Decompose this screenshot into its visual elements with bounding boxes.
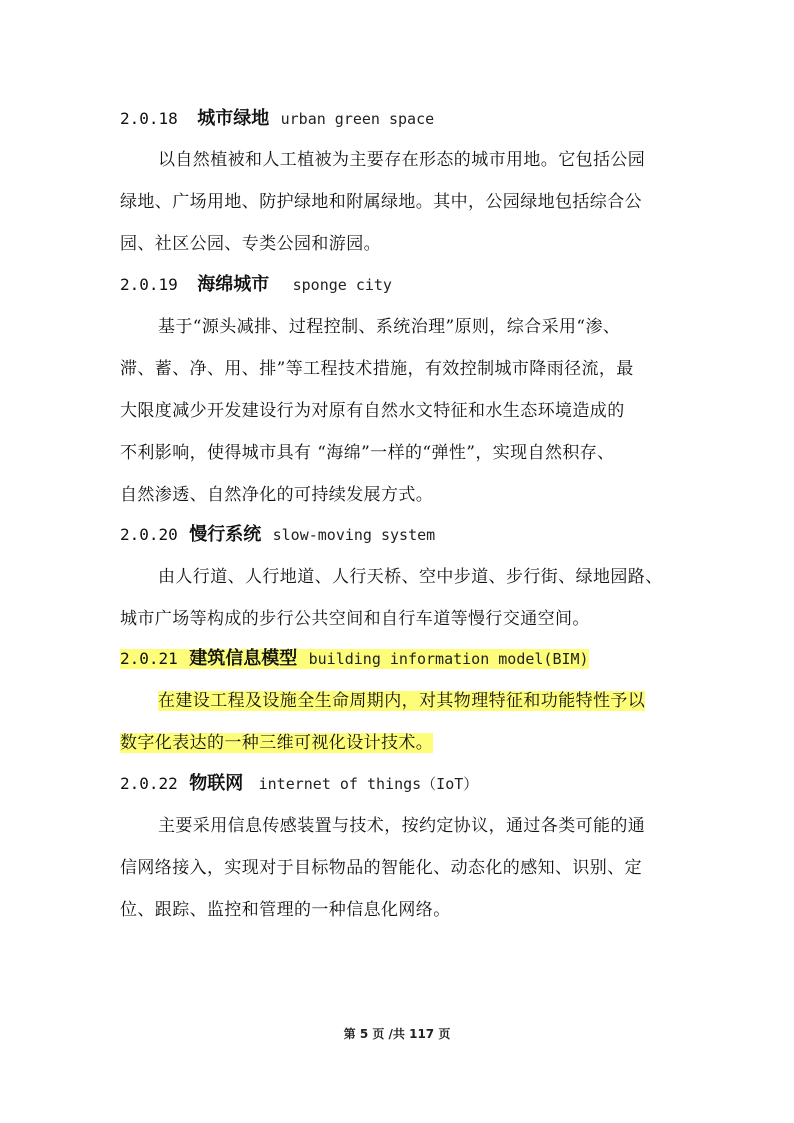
highlight-mark: 在建设工程及设施全生命周期内，对其物理特征和功能特性予以 — [158, 691, 646, 711]
term-heading — [120, 769, 478, 799]
term-chinese: 物联网 — [189, 773, 244, 794]
term-english: sponge city — [292, 276, 392, 294]
definition-line: 绿地、广场用地、防护绿地和附属绿地。其中，公园绿地包括综合公 — [120, 192, 642, 212]
definition-line: 位、跟踪、监控和管理的一种信息化网络。 — [120, 900, 451, 920]
term-english: internet of things（IoT） — [258, 775, 479, 793]
definition-line: 自然渗透、自然净化的可持续发展方式。 — [120, 485, 434, 505]
term-number: 2.0.20 — [120, 525, 178, 544]
term-heading — [120, 520, 435, 550]
term-heading — [120, 270, 392, 300]
term-number: 2.0.22 — [120, 774, 178, 793]
highlight-mark — [120, 649, 589, 669]
definition-line: 以自然植被和人工植被为主要存在形态的城市用地。它包括公园 — [158, 150, 646, 170]
term-number: 2.0.19 — [120, 275, 178, 294]
definition-line: 城市广场等构成的步行公共空间和自行车道等慢行交通空间。 — [120, 609, 590, 629]
definition-line: 滞、蓄、净、用、排”等工程技术措施，有效控制城市降雨径流，最 — [120, 359, 634, 379]
term-number: 2.0.21 — [120, 649, 178, 668]
definition-line: 不利影响，使得城市具有 “海绵”一样的“弹性”，实现自然积存、 — [120, 443, 615, 463]
term-chinese: 慢行系统 — [189, 524, 262, 545]
definition-line: 主要采用信息传感装置与技术，按约定协议，通过各类可能的通 — [158, 816, 646, 836]
term-chinese: 海绵城市 — [197, 274, 270, 295]
term-heading — [120, 104, 434, 134]
definition-line: 由人行道、人行地道、人行天桥、空中步道、步行街、绿地园路、 — [158, 567, 663, 587]
term-chinese: 建筑信息模型 — [189, 648, 298, 669]
definition-line: 信网络接入，实现对于目标物品的智能化、动态化的感知、识别、定 — [120, 858, 642, 878]
definition-line: 园、社区公园、专类公园和游园。 — [120, 234, 381, 254]
term-chinese: 城市绿地 — [197, 108, 270, 129]
definition-line-highlighted — [120, 725, 676, 761]
term-number: 2.0.18 — [120, 109, 178, 128]
term-english: building information model(BIM) — [308, 650, 589, 668]
term-heading-highlighted — [120, 644, 589, 674]
definition-line: 大限度减少开发建设行为对原有自然水文特征和水生态环境造成的 — [120, 401, 625, 421]
definition-line: 基于“源头减排、过程控制、系统治理”原则，综合采用“渗、 — [158, 317, 621, 337]
term-english: slow-moving system — [272, 526, 436, 544]
definition-line-highlighted — [158, 683, 676, 719]
highlight-mark: 数字化表达的一种三维可视化设计技术。 — [120, 733, 434, 753]
term-english: urban green space — [280, 110, 435, 128]
page-footer: 第 5 页 /共 117 页 — [343, 1027, 451, 1041]
